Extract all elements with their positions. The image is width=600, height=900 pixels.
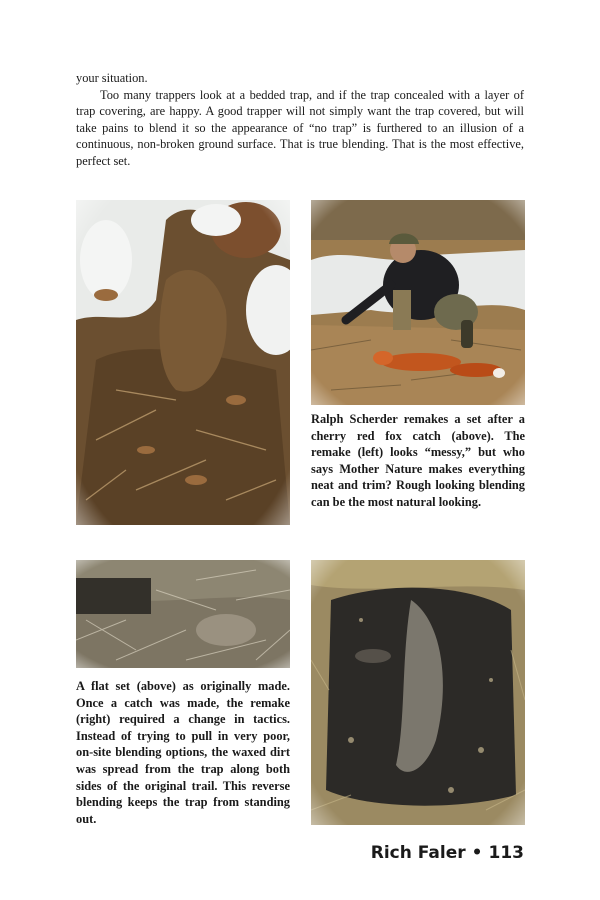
body-paragraph-1: your situation. [76, 71, 148, 85]
author-name: Rich Faler [370, 843, 466, 863]
photo-trapper-fox [311, 200, 525, 405]
photo-remake-set [76, 200, 290, 525]
body-text [76, 70, 524, 170]
photo-flat-set-remake [311, 560, 525, 825]
photo-flat-set-original [76, 560, 290, 668]
page-footer [371, 843, 524, 863]
caption-flat-set: A flat set (above) as originally made. Once a catch was made, the remake (right) required a change in tactics. Instead of trying to pull in very poor, on-site blending options, the waxed dirt was spread from the trap along both sides of the original trail. This reverse blending keeps the trap from standing out. [76, 679, 290, 826]
footer-separator: • [471, 843, 483, 863]
body-paragraph-2: Too many trappers look at a bedded trap, and if the trap concealed with a layer of trap covering, are happy. A good trapper will not simply want the trap covered, but will take pains to blend it so the appearance of “no trap” is furthered to an illusion of a continuous, non-broken ground surface. That is true blending. That is the most effective, perfect set. [76, 87, 524, 168]
page-number: 113 [488, 843, 524, 863]
caption-scherder: Ralph Scherder remakes a set after a cherry red fox catch (above). The remake (left) looks “messy,” but who says Mother Nature makes everything neat and trim? Rough looking blending can be the most natural looking. [311, 412, 525, 509]
